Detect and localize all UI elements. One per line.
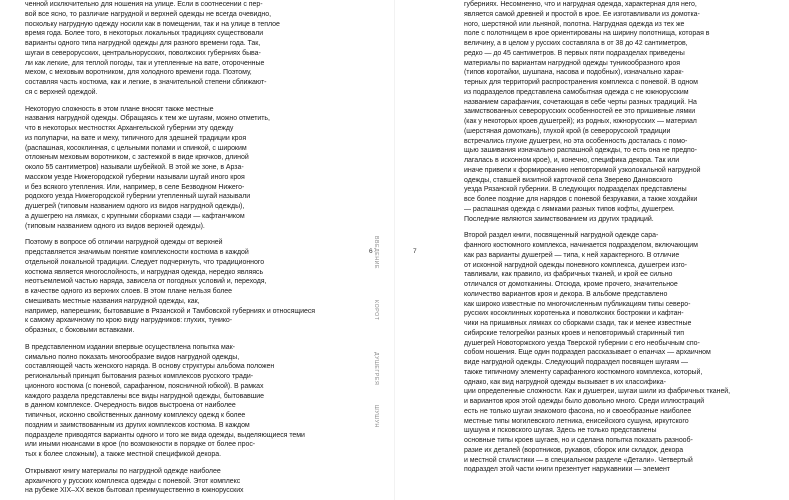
text-line: щью зашивания изначально распашной одежды, то есть она не предпо- — [464, 147, 697, 155]
text-line: терных для территорий распространения комплекса с поневой. В одном — [464, 79, 698, 86]
text-line: лагалась в исконном крое), и, конечно, специфика декора. Так или — [464, 157, 680, 164]
text-line: встречались глухие душегреи, но эта особенность досталась с помо- — [464, 137, 688, 145]
text-line: иначе привели к формированию неповторимой узколокальной нагрудной — [464, 166, 701, 174]
text-line: родского уезда Нижегородской губернии утепленный шугай называли — [25, 193, 251, 201]
text-line: тавливали, как правило, из фабричных тканей, и крой ее сильно — [464, 271, 673, 279]
text-line: ли как легкие, для теплой погоды, так и утепленные на вате, отороченные — [25, 59, 265, 67]
text-line: Открывают книгу материалы по нагрудной одежде наиболее — [25, 467, 221, 475]
text-line: (как у некоторых кроев душегрей); из родных, южнорусских — материал — [464, 118, 697, 125]
text-line: а душегрею на лямках, с крупными сборками сзади — кафтанчиком — [25, 212, 245, 220]
paragraph-break — [25, 460, 323, 467]
left-page-number: 6 — [369, 248, 373, 255]
text-line: время года. Более того, в некоторых локальных традициях существовали — [25, 30, 264, 38]
text-line: есть не только шугаи знакомого фасона, но и своеобразные наиболее — [464, 407, 692, 415]
text-line: виде нагрудной одежды. Следующий подраздел посвящен шугаям — — [464, 359, 688, 366]
text-line: около 55 сантиметров) называли шубейкой. В этой же зоне, в Арза- — [25, 164, 244, 171]
text-line: от исконной нагрудной одежды поневного комплекса, душегреи изго- — [464, 261, 687, 269]
text-line: также типичному элементу сарафанного костюмного комплекса, который, — [464, 368, 703, 376]
text-line: и вариантов кроя этой одежды было довольно много. Среди иллюстраций — [464, 398, 705, 405]
paragraph-break — [464, 224, 762, 231]
text-line: Поэтому в вопросе об отличии нагрудной одежды от верхней — [25, 239, 223, 247]
text-line: поле с полотнищем в крое ориентированы на ширину полотнища, которая в — [464, 30, 710, 38]
text-line: (типовым названием одного из видов верхней одежды). — [25, 222, 205, 230]
text-line: душегрей (типовым названием одного из видов нагрудной одежды), — [25, 203, 245, 210]
text-line: отдельной локальной традиции. Следует подчеркнуть, что традиционного — [25, 258, 265, 266]
text-line: основные типы кроев шугаев, но и сделана попытка показать разнооб- — [464, 437, 693, 444]
text-line: однако, как вид нагрудной одежды вызывает в их классифика- — [464, 378, 666, 386]
text-line: (типов коротайки, шушпана, насова и подобных), изначально харак- — [464, 69, 684, 77]
text-line: — распашная одежда с лямками разных типов кофты, душегреи. — [464, 205, 675, 213]
running-head-korot: КОРОТ — [373, 300, 379, 321]
text-line: каждого раздела представлены все виды нагрудной одежды, бытовавшие — [25, 392, 265, 400]
text-line: поздним и заимствованным из других комплексов костюма. В каждом — [25, 421, 250, 429]
text-line: одежды, ставшей визитной карточкой села Зверево Данковского — [464, 176, 673, 184]
text-line: что в некоторых местностях Архангельской губернии эту одежду — [25, 125, 234, 132]
text-line: душегрей Новоторжского уезда Тверской губернии с его необычным спо- — [464, 339, 700, 347]
right-text-column — [464, 0, 762, 475]
text-line: названием сарафанчик, сочетающая в себе черты разных традиций. На — [464, 98, 697, 106]
text-line: в данном комплексе. Очередность видов выстроена от наиболее — [25, 402, 236, 410]
text-line: сибирские телогрейки разных кроев и неповторимый старинный тип — [464, 329, 684, 337]
left-page — [0, 0, 394, 500]
text-line: симально полно показать многообразие видов нагрудной одежды, — [25, 353, 240, 361]
text-line: чики на пришивных лямках со сборками сзади, так и менее известные — [464, 320, 692, 327]
text-line: все более поздние для нарядов с поневой безрукавки, а также хохдайки — [464, 196, 698, 203]
text-line: к самому архаичному по крою виду нагрудников: глухих, туникo- — [25, 317, 233, 325]
running-head-dushegreya: ДУШЕГРЕЯ — [373, 352, 379, 386]
text-line: Второй раздел книги, посвященный нагрудной одежде сара- — [464, 232, 659, 240]
text-line: в качестве одного из верхних слоев. В этом плане нельзя более — [25, 288, 233, 295]
text-line: смешивать местные названия нагрудной одежды, как, — [25, 297, 200, 305]
text-line: шушуна и псковского шугая. Здесь не только представлены — [464, 427, 657, 435]
text-line: отличался от домотканины. Отсюда, кроме прочего, значительное — [464, 281, 678, 288]
text-line: представляется значимым понятие комплексности костюма в каждой — [25, 249, 249, 256]
text-line: губерниях. Несомненно, что и нагрудная одежда, характерная для него, — [464, 1, 697, 8]
left-text-column — [25, 0, 323, 496]
running-head-shushun: ШУШУН — [373, 405, 379, 428]
text-line: из подразделов представлена самобытная одежда с не южнорусским — [464, 88, 689, 96]
text-line: типичных, исконно свойственных данному комплексу одежд к более — [25, 412, 246, 419]
text-line: как раз варианты душегрей — типа, к ней характерного. В отличие — [464, 251, 680, 259]
text-line: разие их деталей (воротников, рукавов, сборок или складок, декора — [464, 446, 684, 454]
text-line: заимствованных северорусских особенностей ее это пришивные лямки — [464, 108, 696, 116]
text-line: например, наперешник, бытовавшие в Рязанской и Тамбовской губерниях и относящиеся — [25, 307, 316, 315]
text-line: (шерстяная домоткань), глухой крой (в северорусской традиции — [464, 127, 671, 135]
text-line: собом ношения. Еще один подраздел рассказывает о епанчах — архаичном — [464, 349, 711, 357]
text-line: из полупарчи, на вате и меху, типичного для здешней традиции кроя — [25, 134, 247, 142]
text-line: ции определенные сложности. Как и душегреи, шугаи шили из фабричных тканей, — [464, 388, 731, 396]
text-line: Некоторую сложность в этом плане вносят также местные — [25, 105, 214, 113]
text-line: подраздел этой части книги презентует нарукавники — элемент — [464, 466, 670, 474]
text-line: образных, с боковыми вставками. — [25, 327, 135, 334]
text-line: фанного костюмного комплекса, начинается подразделом, включающим — [464, 242, 698, 249]
text-line: отложным меховым воротником, с застежкой в виде крючков, длиной — [25, 154, 249, 162]
text-line: ченной исключительно для ношения на улице. Если в соотнесении с пер- — [25, 1, 263, 8]
text-line: подразделе приводятся варианты одного и того же вида одежды, выделяющиеся теми — [25, 431, 305, 439]
text-line: шугаи в северорусских, центральнорусских, поволжских губерниях быва- — [25, 49, 261, 57]
text-line: названия нагрудной одежды. Обращаясь к тем же шугаям, можно отметить, — [25, 115, 270, 123]
text-line: и без всякого утепления. Или, например, в селе Безводном Нижего- — [25, 183, 245, 191]
text-line: составляющей часть женского наряда. В основу структуры альбома положен — [25, 363, 275, 371]
text-line: является самой древней и простой в крое. Ее изготавливали из домотка- — [464, 10, 700, 18]
text-line: тых к более сложным), а также местной спецификой декора. — [25, 451, 221, 458]
text-line: масском уезде Нижегородской губернии называли шугай иного кроя — [25, 173, 245, 181]
text-line: местные типы могилевского летника, енисейского сушуна, иркутского — [464, 417, 689, 425]
text-line: на рубеже XIX–XX веков бытовал преимущественно в южнорусских — [25, 487, 244, 495]
text-line: русских косоклинных коротенька и поволжских бострожки и кафтан- — [464, 310, 684, 318]
text-line: неотъемлемой частью наряда, зависела от погодных условий и, переходя, — [25, 278, 267, 286]
text-line: архаичного у русских комплекса одежды с поневой. Этот комплекс — [25, 477, 241, 485]
paragraph-break — [25, 98, 323, 105]
text-line: региональный принцип бытования разных комплексов русского тради- — [25, 373, 254, 380]
text-line: или иными нюансами в крое (по возможности в порядке от более прос- — [25, 441, 256, 449]
text-line: редко — до 45 сантиметров. В первых пяти подразделах приведены — [464, 49, 685, 57]
text-line: материалы по вариантам нагрудной одежды туникообразного кроя — [464, 59, 680, 67]
paragraph-break — [25, 231, 323, 238]
text-line: (распашная, косоклинная, с цельными полами и спинкой, с широким — [25, 144, 247, 152]
text-line: составляя часть костюма, как и легкие, в значительной степени сближают- — [25, 79, 267, 86]
text-line: костюма является многослойность, и нагрудная одежда, нередко являясь — [25, 268, 264, 276]
text-line: как широко известные по многочисленным публикациям типы северо- — [464, 300, 691, 308]
text-line: ся с верхней одеждой. — [25, 88, 98, 96]
right-page — [395, 0, 789, 500]
text-line: вой все ясно, то различие нагрудной и верхней одежды не всегда очевидно, — [25, 10, 272, 18]
running-head-vvedenie: ВВЕДЕНИЕ — [373, 236, 379, 270]
text-line: Последние являются заимствованием из других традиций. — [464, 215, 654, 223]
text-line: количество вариантов кроя и декора. В альбоме представлено — [464, 290, 668, 298]
text-line: поскольку нагрудную одежду носили как в помещении, так и на улице в теплое — [25, 20, 280, 28]
text-line: ного, шерстяной или льняной, полотна. Нагрудная одежда из тех же — [464, 20, 685, 28]
text-line: варианты одного типа нагрудной одежды для разного времени года. Так, — [25, 40, 261, 47]
text-line: величину, а в целом у русских составляла в от 38 до 42 сантиметров, — [464, 40, 688, 47]
text-line: мехом, с меховым воротником, для холодного времени года. Поэтому, — [25, 69, 252, 77]
right-page-number: 7 — [413, 248, 417, 255]
text-line: и местной стилистики — в специальном разделе «Детали». Четвертый — [464, 456, 693, 464]
text-line: ционного костюма (с поневой, сарафанном, поясничной юбкой). В рамках — [25, 382, 264, 390]
text-line: уезда Рязанской губернии. В следующих подразделах представлены — [464, 186, 687, 194]
text-line: В представленном издании впервые осуществлена попытка мак- — [25, 343, 235, 351]
paragraph-break — [25, 336, 323, 343]
